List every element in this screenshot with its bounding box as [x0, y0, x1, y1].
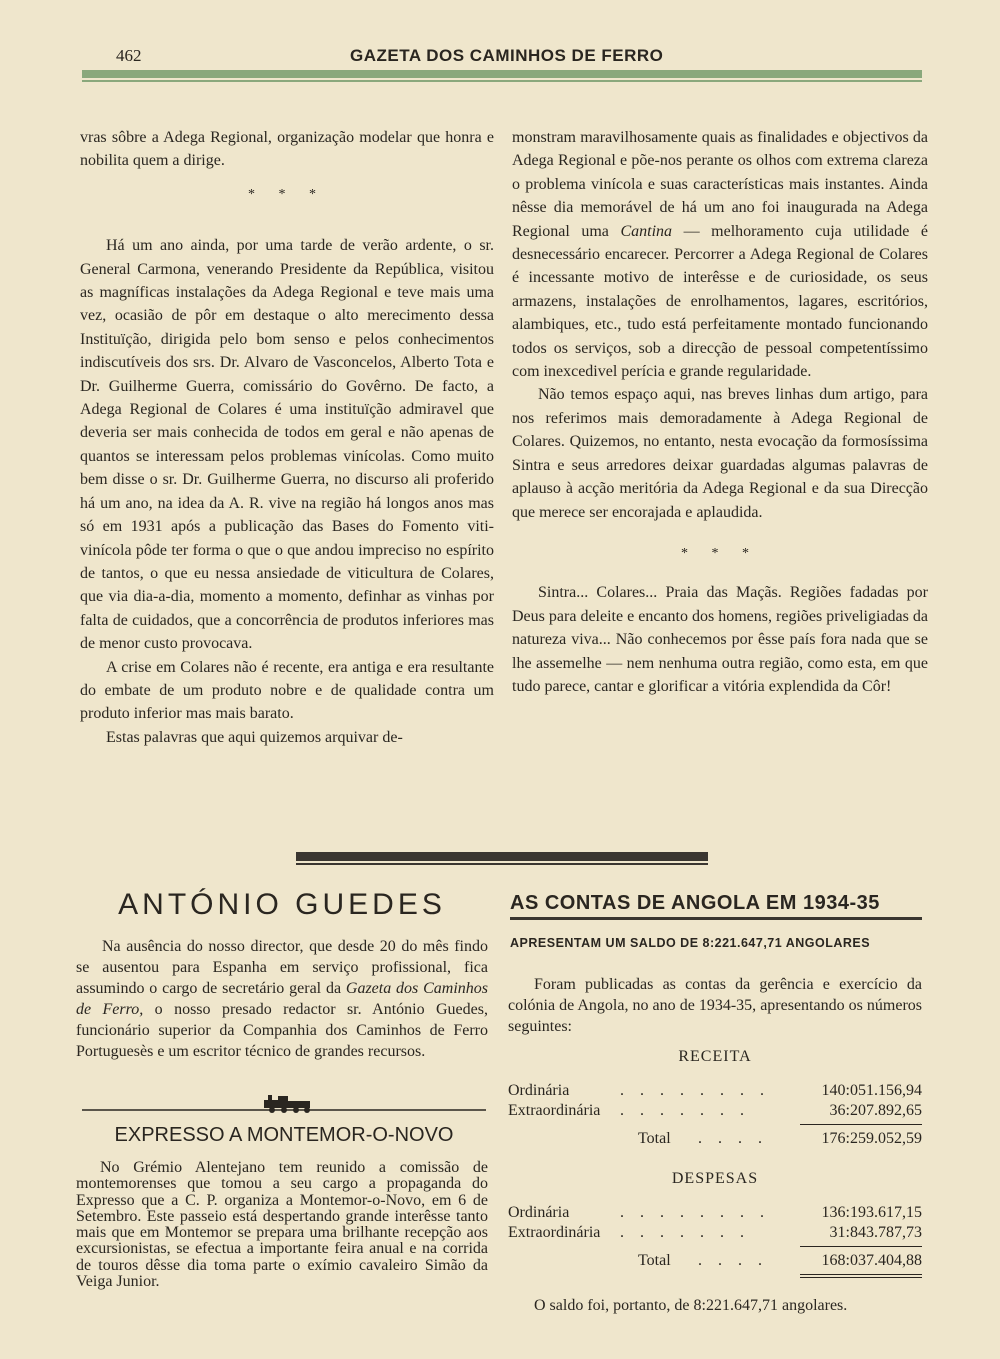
guedes-text: Na ausência do nosso director, que desde 20 do mês findo se ausentou para Espanha em serviço profissional, fica assumindo o cargo de secretário geral da Gazeta dos Caminhos de Ferro, o nosso presado redactor sr. António Guedes, funcionário superior da Companhia dos Caminhos de Ferro Portuguesès e um escritor técnico de grandes recursos. [76, 938, 489, 1060]
section-separator: * * * [681, 545, 759, 561]
angola-intro: Foram publicadas as contas da gerência e exercício da colónia de Angola, no ano de 1934-35, apresentando os números seguintes: [508, 976, 922, 1035]
section-separator: * * * [248, 186, 326, 202]
page-number: 462 [116, 46, 142, 65]
section-rule [296, 852, 708, 861]
total-double-rule [800, 1277, 922, 1278]
left-column [80, 126, 494, 749]
despesa-heading: DESPESAS [671, 1170, 759, 1187]
right-column [512, 126, 928, 698]
paragraph: Estas palavras que aqui quizemos arquivar de- [106, 728, 403, 746]
total-rule [800, 1124, 922, 1125]
total-rule [800, 1246, 922, 1247]
paragraph: monstram maravilhosamente quais as finalidades e objectivos da Adega Regional e põe-nos perante os olhos com extrema clareza o problema vinícola e suas características mais instantes. Ainda nêsse dia memorável de há um ano foi inaugurada na Adega Regional uma Cantina — melhoramento cuja utilidade é desnecessário encarecer. Percorrer a Adega Regional de Colares é incessante motivo de interêsse e de curiosidade, os seus armazens, instalações de enrolhamentos, lagares, escritórios, alambiques, etc., tudo está perfeitamente montado funcionando todos os serviços, sob a direcção de pessoal competentíssimo com inexcedivel perícia e grande regularidade. [512, 129, 928, 381]
paragraph: Sintra... Colares... Praia das Maçãs. Regiões fadadas por Deus para deleite e encanto dos homens, regiões priveligiadas da natureza viva... Não conhecemos por êsse país fora nada que se lhe assemelhe — nem nenhuma outra região, como esta, em que tudo parece, cantar e glorificar a vitória explendida da Côr! [512, 584, 928, 695]
guedes-heading: ANTÓNIO GUEDES [118, 888, 446, 921]
paragraph: vras sôbre a Adega Regional, organização modelar que honra e nobilita quem a dirige. [80, 129, 494, 170]
angola-conclusion: O saldo foi, portanto, de 8:221.647,71 angolares. [534, 1297, 848, 1314]
expresso-text: No Grémio Alentejano tem reunido a comissão de montemorenses que tomou a seu cargo a propaganda do Expresso que a C. P. organiza a Montemor-o-Novo, em 6 de Setembro. Este passeio está despertando grande interêsse tanto mais que em Montemor se prepara uma brilhante recepção aos excursionistas, se efectua a importante feira anual e na corrida de touros dêsse dia toma parte o exímio cavaleiro Simão da Veiga Junior. [76, 1159, 488, 1291]
section-rule-thin [296, 863, 708, 865]
expresso-heading: EXPRESSO A MONTEMOR-O-NOVO [114, 1124, 454, 1146]
paragraph: Há um ano ainda, por uma tarde de verão ardente, o sr. General Carmona, venerando Presidente da República, visitou as magníficas instalações da Adega Regional e teve mais uma vez, ocasião de pôr em destaque o alto merecimento dessa Instituïção, dirigida pelo bom senso e pelos conhecimentos indiscutíveis dos srs. Dr. Alvaro de Vasconcelos, Alberto Tota e Dr. Guilherme Guerra, comissário do Govêrno. De facto, a Adega Regional de Colares é uma instituïção admiravel que deveria ser mais conhecida de todos em geral e não apenas de quantos se interessam pelos problemas vinícolas. Como muito bem disse o sr. Dr. Guilherme Guerra, no discurso ali proferido há um ano, na idea da A. R. vive na região há longos anos mas só em 1931 após a publicação das Bases do Fomento viti-vinícola pôde ter forma o que o que andou impreciso no espírito de tantos, o que eu nessa ansiedade de viticultura de Colares, que via dia-a-dia, momento a momento, definhar as vinhas por falta de cuidados, que a concorrência de produtos inferiores mas de menor custo provocava. [80, 237, 494, 653]
table-row: Ordinária . . . . . . . . 136:193.617,15 [508, 1204, 922, 1221]
paragraph: Não temos espaço aqui, nas breves linhas dum artigo, para nos referimos mais demoradamente à Adega Regional de Colares. Quizemos, no entanto, nesta evocação da formosíssima Sintra e seus arredores deixar guardadas algumas palavras de aplauso à acção meritória da Adega Regional e da sua Direcção que merece ser encorajada e aplaudida. [512, 386, 928, 521]
total-row: Total . . . . 168:037.404,88 [638, 1252, 922, 1269]
journal-title: GAZETA DOS CAMINHOS DE FERRO [350, 46, 664, 65]
header-rule [82, 70, 922, 78]
table-row: Ordinária . . . . . . . . 140:051.156,94 [508, 1082, 922, 1099]
table-row: Extraordinária . . . . . . . 31:843.787,73 [508, 1224, 922, 1241]
angola-heading: AS CONTAS DE ANGOLA EM 1934-35 [510, 892, 922, 920]
angola-subheading: APRESENTAM UM SALDO DE 8:221.647,71 ANGOLARES [510, 936, 871, 950]
header-rule-thin [82, 80, 922, 82]
total-double-rule [800, 1274, 922, 1275]
total-row: Total . . . . 176:259.052,59 [638, 1130, 922, 1147]
paragraph: A crise em Colares não é recente, era antiga e era resultante do embate de um produto nobre e de qualidade contra um produto inferior mas mais barato. [80, 658, 494, 723]
locomotive-divider [82, 1092, 486, 1116]
receita-heading: RECEITA [678, 1048, 752, 1065]
table-row: Extraordinária . . . . . . . 36:207.892,65 [508, 1102, 922, 1119]
